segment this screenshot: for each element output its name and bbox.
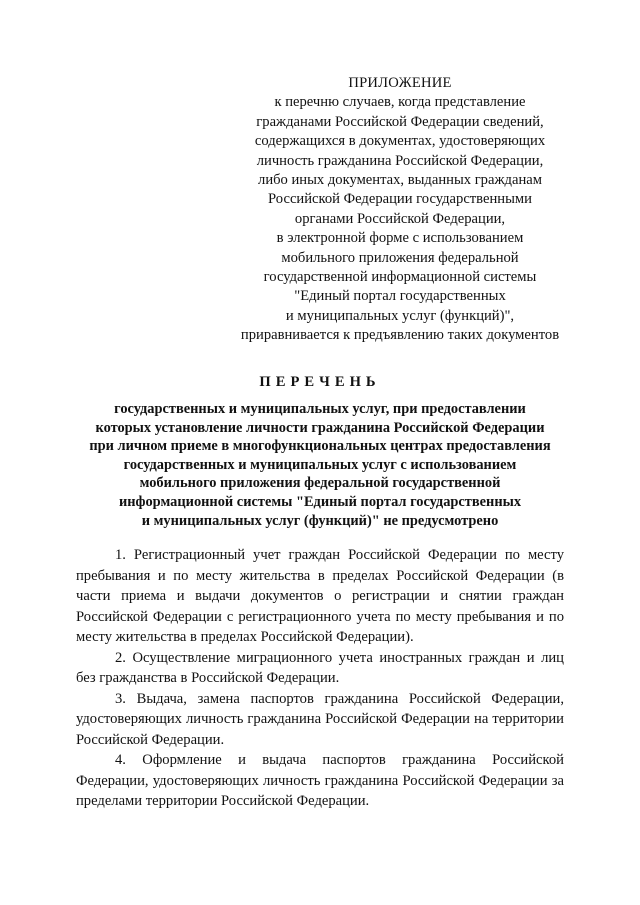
appendix-line: приравнивается к предъявлению таких документов <box>240 327 560 344</box>
appendix-line: и муниципальных услуг (функций)", <box>285 307 515 324</box>
appendix-line: "Единый портал государственных <box>294 288 506 305</box>
subtitle-line: государственных и муниципальных услуг с использованием <box>123 456 517 473</box>
subtitle-line: при личном приеме в многофункциональных центрах предоставления <box>89 438 551 455</box>
subtitle-line: государственных и муниципальных услуг, при предоставлении <box>114 401 526 417</box>
subtitle-line: мобильного приложения федеральной государственной <box>139 475 501 492</box>
list-item: 3. Выдача, замена паспортов гражданина Российской Федерации, удостоверяющих личность гражданина Российской Федерации на территории Российской Федерации. <box>76 690 564 748</box>
appendix-block <box>228 74 572 346</box>
list-item: 1. Регистрационный учет граждан Российской Федерации по месту пребывания и по месту жительства в пределах Российской Федерации (в части приема и выдачи документов о регистрации и снятии граждан Российской Федерации с регистрационного учета по месту пребывания и по месту жительства в пределах Российской Федерации). <box>76 547 564 645</box>
appendix-line: государственной информационной системы <box>263 269 537 286</box>
list-items <box>76 545 564 812</box>
appendix-line: органами Российской Федерации, <box>294 210 506 227</box>
list-heading: ПЕРЕЧЕНЬ <box>259 374 381 390</box>
list-item: 2. Осуществление миграционного учета иностранных граждан и лиц без гражданства в Российской Федерации. <box>76 649 564 686</box>
list-item: 4. Оформление и выдача паспортов гражданина Российской Федерации, удостоверяющих личность гражданина Российской Федерации за пределами территории Российской Федерации. <box>76 752 564 809</box>
list-subtitle <box>70 400 570 530</box>
appendix-line: личность гражданина Российской Федерации, <box>256 152 544 169</box>
subtitle-line: и муниципальных услуг (функций)" не предусмотрено <box>141 512 499 529</box>
appendix-line: либо иных документах, выданных гражданам <box>258 172 542 189</box>
subtitle-line: которых установление личности гражданина Российской Федерации <box>95 419 545 436</box>
appendix-line: в электронной форме с использованием <box>276 230 524 247</box>
appendix-line: гражданами Российской Федерации сведений, <box>256 113 544 130</box>
appendix-line: содержащихся в документах, удостоверяющих <box>254 133 546 150</box>
appendix-line: Российской Федерации государственными <box>268 191 532 208</box>
appendix-line: мобильного приложения федеральной <box>281 249 519 266</box>
appendix-line: к перечню случаев, когда представление <box>274 94 526 111</box>
subtitle-line: информационной системы "Единый портал государственных <box>118 493 522 510</box>
appendix-title: ПРИЛОЖЕНИЕ <box>348 75 452 91</box>
